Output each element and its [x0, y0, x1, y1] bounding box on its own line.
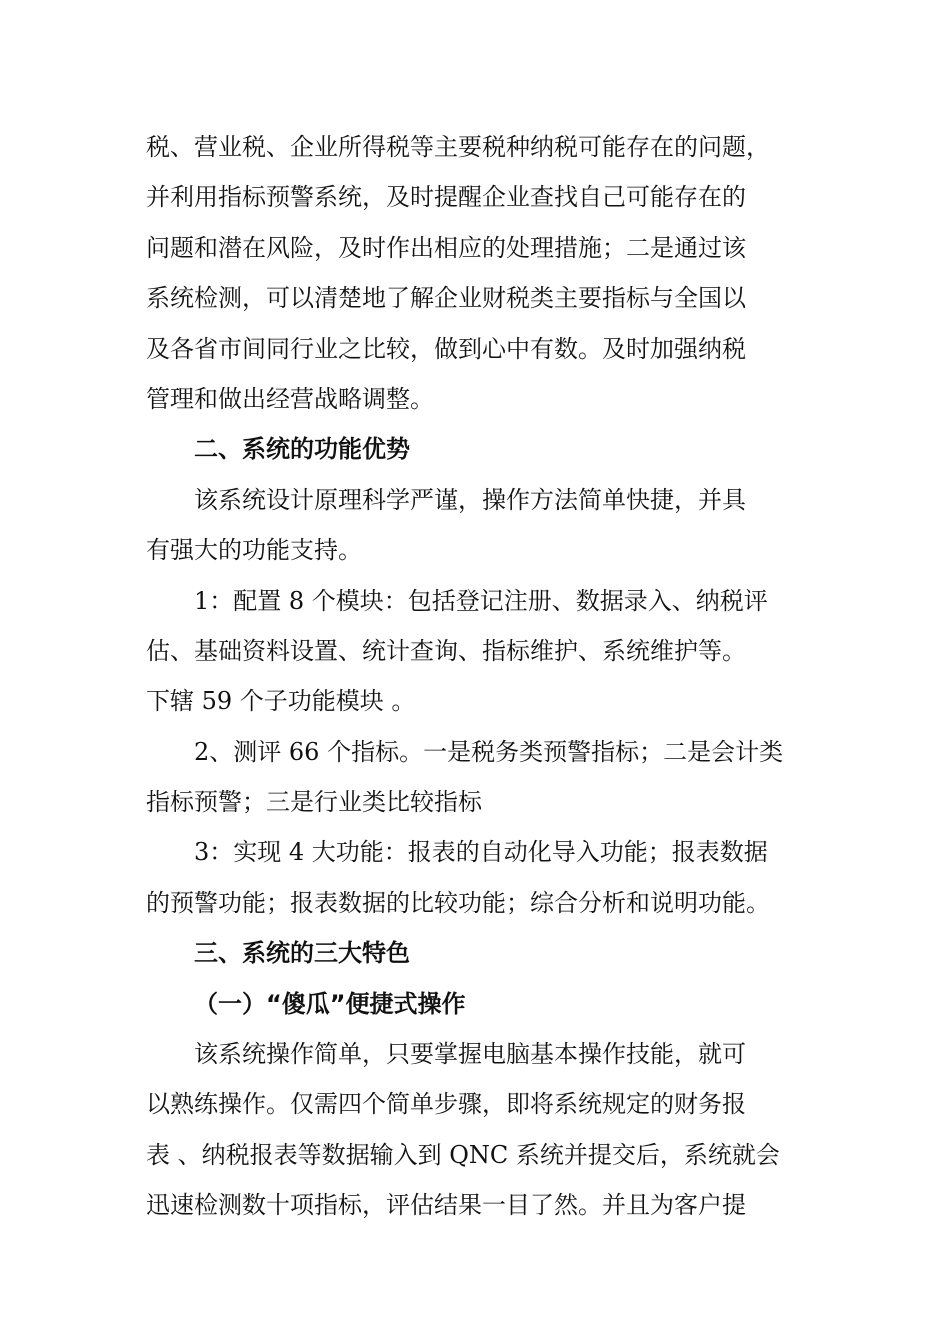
text-line: 迅速检测数十项指标，评估结果一目了然。并且为客户提 — [146, 1191, 746, 1220]
section-heading-2: 二、系统的功能优势 — [194, 435, 410, 464]
text-line: 下辖 59 个子功能模块 。 — [146, 687, 416, 716]
text-line: 以熟练操作。仅需四个简单步骤，即将系统规定的财务报 — [146, 1090, 746, 1119]
text-line: 的预警功能；报表数据的比较功能；综合分析和说明功能。 — [146, 888, 770, 917]
text-line: 1：配置 8 个模块：包括登记注册、数据录入、纳税评 — [194, 586, 768, 615]
text-line: 及各省市间同行业之比较，做到心中有数。及时加强纳税 — [146, 334, 746, 363]
text-line: 问题和潜在风险，及时作出相应的处理措施；二是通过该 — [146, 233, 746, 262]
subsection-heading-1: （一）“傻瓜”便捷式操作 — [194, 989, 466, 1018]
text-line: 有强大的功能支持。 — [146, 536, 362, 565]
text-line: 系统检测，可以清楚地了解企业财税类主要指标与全国以 — [146, 284, 746, 313]
text-line: 表 、纳税报表等数据输入到 QNC 系统并提交后，系统就会 — [146, 1140, 780, 1169]
text-line: 并利用指标预警系统，及时提醒企业查找自己可能存在的 — [146, 183, 746, 212]
text-line: 3：实现 4 大功能：报表的自动化导入功能；报表数据 — [194, 838, 768, 867]
section-heading-3: 三、系统的三大特色 — [194, 939, 410, 968]
text-line: 管理和做出经营战略调整。 — [146, 384, 434, 413]
text-line: 估、基础资料设置、统计查询、指标维护、系统维护等。 — [146, 636, 746, 665]
document-body — [146, 122, 816, 1231]
text-line: 该系统设计原理科学严谨，操作方法简单快捷，并具 — [194, 485, 746, 514]
text-line: 该系统操作简单，只要掌握电脑基本操作技能，就可 — [194, 1040, 746, 1069]
text-line: 税、营业税、企业所得税等主要税种纳税可能存在的问题， — [146, 133, 770, 161]
text-line: 2、测评 66 个指标。一是税务类预警指标；二是会计类 — [194, 737, 784, 766]
text-line: 指标预警；三是行业类比较指标 — [146, 788, 482, 817]
